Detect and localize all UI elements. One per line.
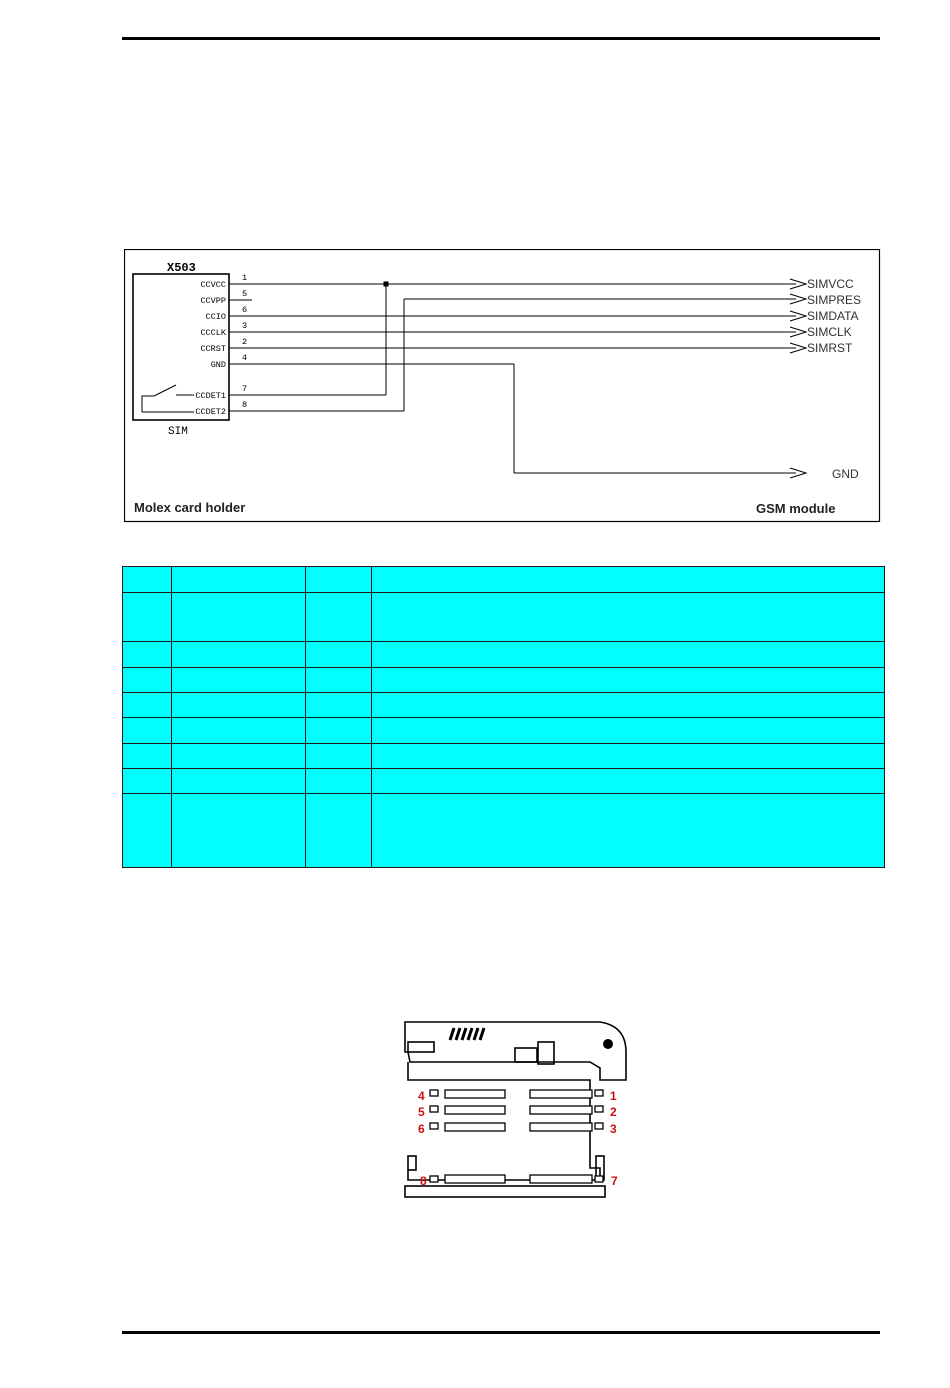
table-row xyxy=(123,593,885,642)
pin-number-6: 6 xyxy=(242,305,248,315)
pin-number-3: 3 xyxy=(242,321,248,331)
sim-holder-drawing xyxy=(400,1018,640,1200)
holder-pin-5: 5 xyxy=(418,1105,425,1119)
header-rule xyxy=(122,37,880,40)
pin-name-ccvcc: CCVCC xyxy=(200,280,226,290)
table-row xyxy=(123,793,885,867)
signal-gnd: GND xyxy=(832,467,859,481)
signal-simdata: SIMDATA xyxy=(807,309,859,323)
pin-number-4: 4 xyxy=(242,353,248,363)
pin-number-2: 2 xyxy=(242,337,248,347)
pin-name-ccdet2: CCDET2 xyxy=(195,407,226,417)
pin-name-ccvpp: CCVPP xyxy=(200,296,226,306)
signal-simpres: SIMPRES xyxy=(807,293,862,307)
pin-name-ccclk: CCCLK xyxy=(200,328,226,338)
spring-icon xyxy=(450,1028,484,1040)
frame-notch xyxy=(408,1156,416,1170)
holder-pin-4: 4 xyxy=(418,1089,425,1103)
holder-pin-8: 8 xyxy=(420,1174,427,1188)
sim-pin-table xyxy=(122,566,885,868)
holder-frame xyxy=(408,1062,600,1180)
pin-number-8: 8 xyxy=(242,400,248,410)
holder-pin-1: 1 xyxy=(610,1089,617,1103)
pin-name-ccdet1: CCDET1 xyxy=(195,391,226,401)
junction-dot xyxy=(384,282,389,287)
holder-base xyxy=(405,1186,605,1197)
holder-pin-3: 3 xyxy=(610,1122,617,1136)
pin-number-1: 1 xyxy=(242,273,248,283)
holder-pin-2: 2 xyxy=(610,1105,617,1119)
pin-name-ccrst: CCRST xyxy=(200,344,226,354)
table-row xyxy=(123,567,885,593)
pin-name-gnd: GND xyxy=(210,360,226,370)
pin-name-ccio: CCIO xyxy=(205,312,226,322)
pivot-icon xyxy=(603,1039,613,1049)
table-row xyxy=(123,743,885,768)
table-row xyxy=(123,768,885,793)
latch-block xyxy=(538,1042,554,1064)
table-row xyxy=(123,668,885,693)
table-row xyxy=(123,642,885,668)
table-row xyxy=(123,693,885,718)
left-caption: Molex card holder xyxy=(134,500,246,515)
table-row xyxy=(123,718,885,743)
holder-pin-7: 7 xyxy=(611,1174,618,1188)
right-caption: GSM module xyxy=(756,501,836,516)
signal-simclk: SIMCLK xyxy=(807,325,852,339)
latch-block xyxy=(515,1048,537,1062)
connector-body-label: SIM xyxy=(168,426,188,438)
footer-rule xyxy=(122,1331,880,1334)
signal-simvcc: SIMVCC xyxy=(807,277,854,291)
contact-pads xyxy=(430,1090,603,1183)
sim-schematic xyxy=(124,249,881,524)
pin-number-7: 7 xyxy=(242,384,248,394)
holder-pin-6: 6 xyxy=(418,1122,425,1136)
signal-simrst: SIMRST xyxy=(807,341,853,355)
pin-number-5: 5 xyxy=(242,289,248,299)
latch-tab xyxy=(408,1042,434,1052)
connector-ref: X503 xyxy=(167,261,196,275)
